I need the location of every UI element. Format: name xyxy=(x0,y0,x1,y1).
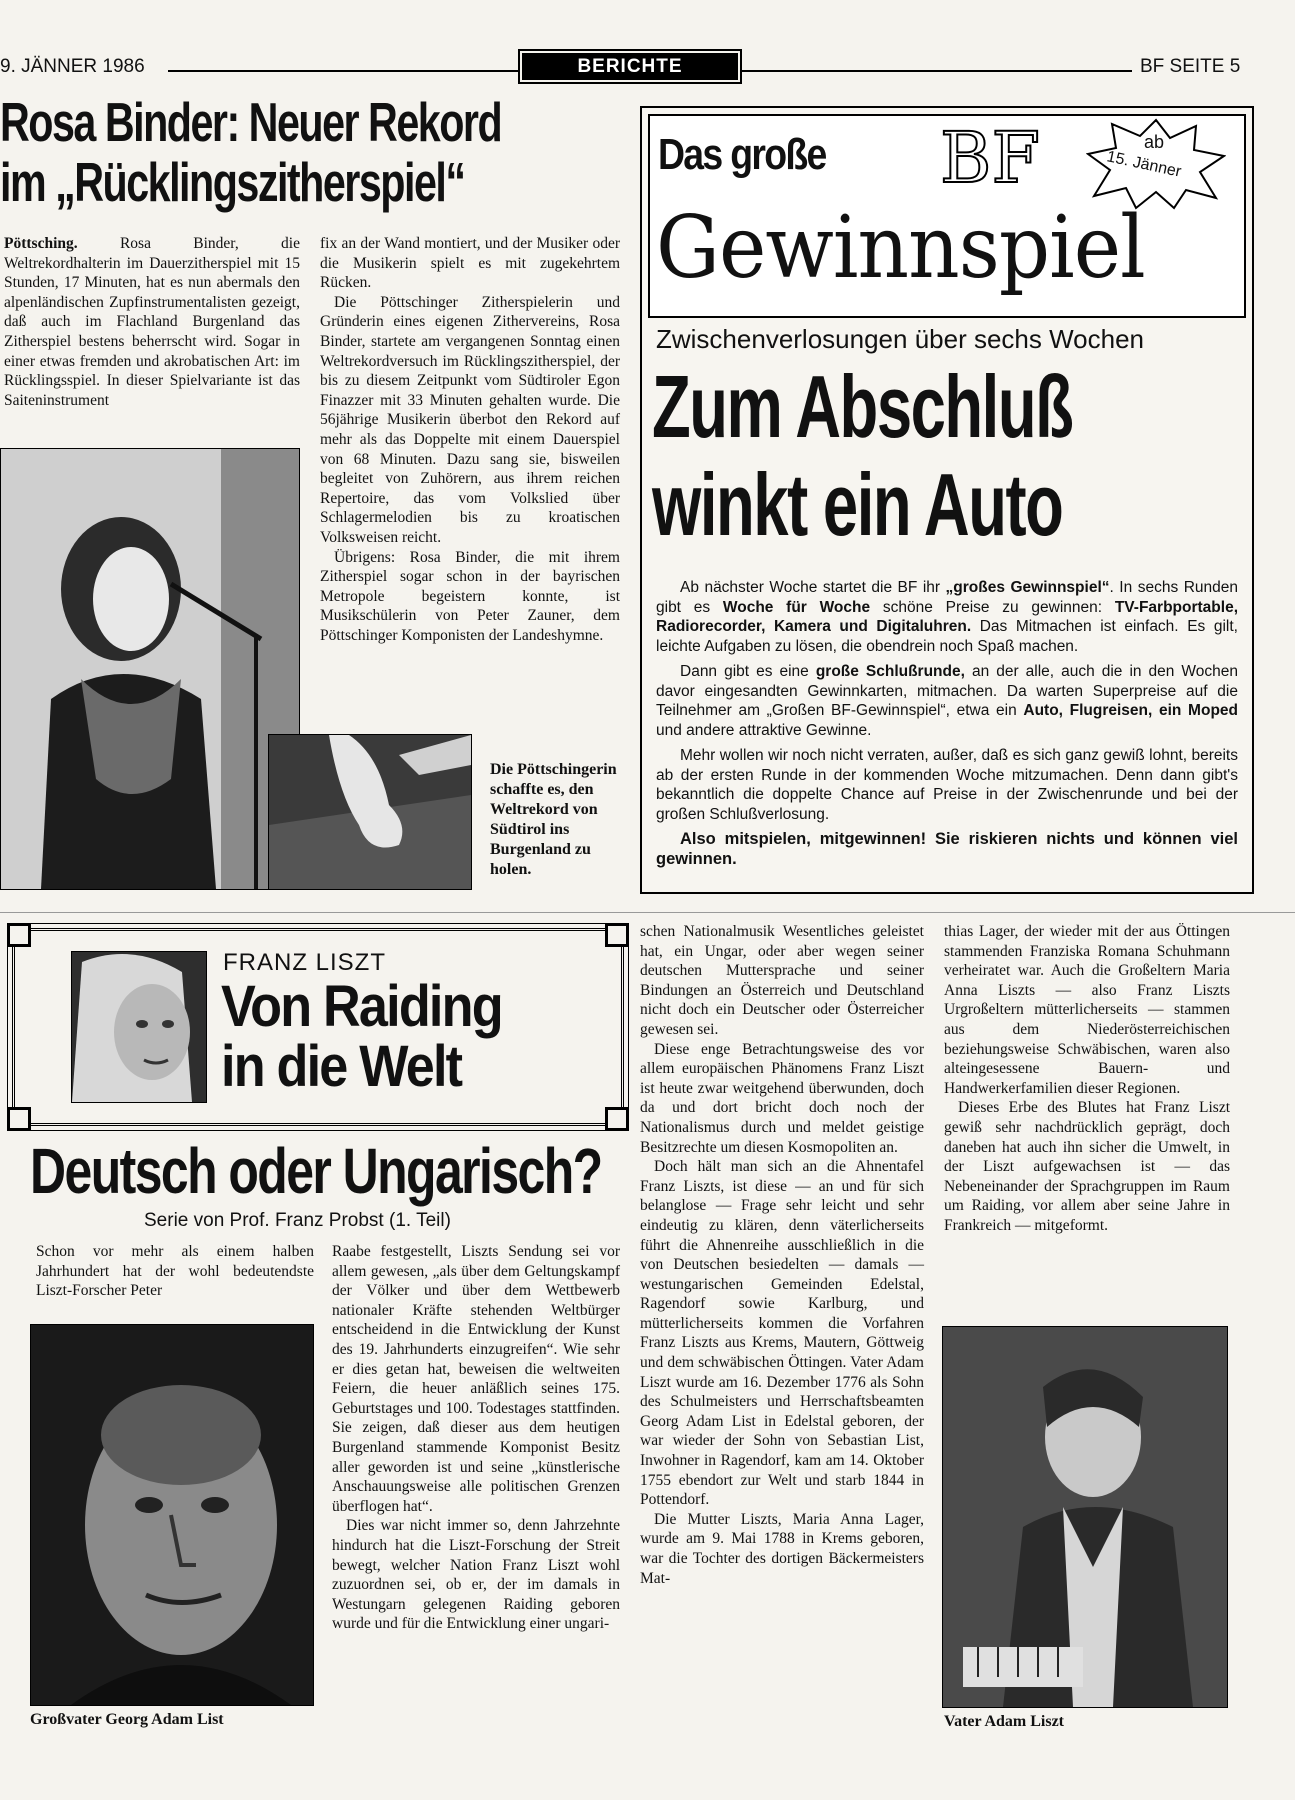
liszt-c3-p2: Diese enge Betrachtungsweise des vor allem europäischen Phänomens Franz Liszt ist heute zwar weitgehend überwunden, doch da und dort bricht doch noch der Nationalismus durch und meldet geistige Besitzrechte um diesen Kosmopoliten an. xyxy=(640,1040,924,1156)
liszt-column-4 xyxy=(944,922,1230,1236)
binder-headline-line1: Rosa Binder: Neuer Rekord xyxy=(0,91,502,153)
caption-grossvater: Großvater Georg Adam List xyxy=(30,1711,224,1728)
binder-col1-text: Rosa Binder, die Weltrekordhalterin im Dauerzitherspiel mit 15 Stunden, 17 Minuten, hat es nun abermals den alpenländischen Zupfinstrumentalisten gezeigt, daß auch im Flachland Burgenland das Zitherspiel bestens beherrscht wird. Sogar in einer etwas fremden und akrobatischen Art: im Rücklingsspiel. In dieser Spielvariante ist das Saiteninstrument xyxy=(4,235,300,409)
header-rule-right xyxy=(742,70,1132,72)
header-rule-left xyxy=(168,70,520,72)
gewinnspiel-box xyxy=(640,106,1254,894)
frame-corner-bl-icon xyxy=(7,1107,31,1131)
frame-corner-tl-icon xyxy=(7,923,31,947)
liszt-divider xyxy=(0,912,1295,913)
binder-col2-p3: Übrigens: Rosa Binder, die mit ihrem Zitherspiel sogar schon in der bayrischen Metropole begeistern konnte, ist Musikschülerin von Peter Zauner, dem Pöttschinger Komponisten der Landeshymne. xyxy=(320,548,620,644)
header-date: 9. JÄNNER 1986 xyxy=(0,56,145,77)
gewinnspiel-p3: Mehr wollen wir noch nicht verraten, außer, daß es sich ganz gewiß lohnt, bereits ab der ersten Runde in der kommenden Woche mitzumachen. Denn dann gibt's bekanntlich die doppelte Chance auf Preise in der Zwischenrunde und bei der großen Schlußverlosung. xyxy=(656,747,1238,823)
liszt-c4-p2: Dieses Erbe des Blutes hat Franz Liszt gewiß sehr nachdrücklich geprägt, doch daneben hat auch ihn sicher die Umwelt, in der Liszt aufgewachsen ist — das Nebeneinander der Sprachgruppen im Raum um Raiding, vor allem aber seine Jahre in Frankreich — mitgeformt. xyxy=(944,1099,1230,1234)
header-page: BF SEITE 5 xyxy=(1140,56,1241,77)
caption-vater: Vater Adam Liszt xyxy=(944,1713,1064,1730)
liszt-portrait-small xyxy=(71,951,207,1103)
liszt-c2-p2: Dies war nicht immer so, denn Jahrzehnte hindurch hat die Liszt-Forschung der Streit bewegt, welcher Nation Franz Liszt wohl zuzuordnen sei, ob er, der im damals in Westungarn gelegenen Raiding geboren wurde und für die Entwicklung einer ungari- xyxy=(332,1517,620,1633)
gewinnspiel-p1: Ab nächster Woche startet die BF ihr „großes Gewinnspiel“. In sechs Runden gibt es Woche für Woche schöne Preise zu gewinnen: TV-Farbportable, Radiorecorder, Kamera und Digitaluhren. Das Mitmachen ist einfach. Es gilt, leichte Aufgaben zu lösen, die obendrein noch Spaß machen. xyxy=(656,579,1238,655)
gewinnspiel-headline-line1: Zum Abschluß xyxy=(652,357,1073,456)
binder-column-1 xyxy=(4,234,300,434)
gewinnspiel-body xyxy=(656,578,1238,875)
frame-corner-tr-icon xyxy=(605,923,629,947)
liszt-c3-p3: Doch hält man sich an die Ahnentafel Franz Liszts, ist diese — an und für sich belanglose — Frage sehr leicht und sehr eindeutig zu klären, denn väterlicherseits führt die Ahnenreihe ausschließlich in die von Deutschen besiedelten — damals — westungarischen Gemeinden Edelstal, Ragendorf sowie Karlburg, und mütterlicherseits kommen die Vorfahren Franz Liszts aus Krems, Mautern, Göttweig und dem schwäbischen Öttingen. Vater Adam Liszt wurde am 16. Dezember 1776 als Sohn des Schulmeisters und Herrschaftsbeamten Georg Adam List in Edelstal geboren, der war wieder der Sohn von Sebastian List, Inwohner in Ragendorf, kam am 14. Oktober 1755 ebendort zur Welt und starb 1844 in Pottendorf. xyxy=(640,1158,924,1509)
gewinnspiel-headline xyxy=(652,358,1072,554)
binder-dateline: Pöttsching. xyxy=(4,235,78,252)
gewinnspiel-title-a: Das große xyxy=(658,130,826,179)
liszt-c2-p1: Raabe festgestellt, Liszts Sendung sei vor allem gewesen, „als über dem Geltungskampf der Völker und über dem Wettbewerb nationaler Kräfte stehenden Weltbürger entscheidend in die Entwicklung der Kunst des 19. Jahrhunderts einzugreifen“. Wie sehr er dies getan hat, beweisen die weltweiten Feiern, die heuer anläßlich seines 175. Geburtstages und 100. Todestages stattfinden. Sie zeigen, daß dieser aus dem heutigen Burgenland stammende Komponist Besitz aller geworden ist und seine „künstlerische Anschauungsweise alle politischen Grenzen überflogen hat“. xyxy=(332,1243,620,1515)
binder-headline xyxy=(0,92,501,212)
liszt-c4-p1: thias Lager, der wieder mit der aus Öttingen stammenden Franziska Romana Schuhmann verheiratet war. Auch die Großeltern Maria Anna Liszts — also Franz Liszts Urgroßeltern mütterlicherseits — stammen aus dem Niederösterreichischen beziehungsweise Schwäbischen, waren also alteingesessene Bauern- und Handwerkerfamilien dieser Regionen. xyxy=(944,923,1230,1097)
binder-headline-line2: im „Rücklingszitherspiel“ xyxy=(0,151,465,213)
liszt-title-line1: Von Raiding xyxy=(221,974,502,1039)
gewinnspiel-kicker: Zwischenverlosungen über sechs Wochen xyxy=(656,324,1145,354)
liszt-c1-text: Schon vor mehr als einem halben Jahrhundert hat der wohl bedeutendste Liszt-Forscher Peter xyxy=(36,1243,314,1300)
liszt-title-line2: in die Welt xyxy=(221,1034,462,1099)
liszt-c3-p1: schen Nationalmusik Wesentliches geleistet hat, ein Ungar, oder aber wegen seiner deutschen Muttersprache und seiner Bindungen an Österreich und Deutschland nicht doch ein Deutscher oder Österreicher gewesen sei. xyxy=(640,923,924,1038)
section-label: BERICHTE xyxy=(522,53,738,80)
liszt-title-frame xyxy=(12,928,624,1126)
photo-rosa-binder xyxy=(0,448,300,890)
liszt-column-1 xyxy=(36,1242,314,1301)
gewinnspiel-p2: Dann gibt es eine große Schlußrunde, an der alle, auch die in den Wochen davor eingesandten Gewinnkarten, mitmachen. Da warten Superpreise auf die Teilnehmer am „Großen BF-Gewinnspiel“, etwa ein Auto, Flugreisen, ein Moped und andere attraktive Gewinne. xyxy=(656,663,1238,739)
photo-zither-hand xyxy=(268,734,472,890)
photo-vater-adam-liszt xyxy=(942,1326,1228,1708)
liszt-column-2 xyxy=(332,1242,620,1634)
gewinnspiel-title-bf: BF xyxy=(940,117,1041,199)
photo-grossvater xyxy=(30,1324,314,1706)
liszt-headline: Deutsch oder Ungarisch? xyxy=(30,1135,602,1207)
gewinnspiel-banner xyxy=(648,114,1246,318)
liszt-kicker: FRANZ LISZT xyxy=(223,949,387,976)
binder-column-2 xyxy=(320,234,620,645)
gewinnspiel-badge xyxy=(1086,118,1226,210)
badge-line1: ab xyxy=(1144,132,1165,152)
liszt-column-3 xyxy=(640,922,924,1588)
liszt-c3-p4: Die Mutter Liszts, Maria Anna Lager, wurde am 9. Mai 1788 in Krems geboren, war die Tochter des dortigen Bäckermeisters Mat- xyxy=(640,1510,924,1587)
badge-line2: 15. Jänner xyxy=(1105,148,1183,181)
binder-col2-p2: Die Pöttschinger Zitherspielerin und Gründerin eines eigenen Zithervereins, Rosa Binder, startete am vergangenen Sonntag einen Weltrekordversuch im Rücklingszitherspiel, der bis zu diesem Zeitpunkt vom Südtiroler Egon Finazzer mit 33 Minuten gehalten wurde. Die 56jährige Musikerin überbot den Rekord auf mehr als das Doppelte mit einem Dauerspiel von 68 Minuten. Dazu sang sie, bisweilen begleitet von Zuhörern, aus ihrem reichen Repertoire, das vom Volkslied über Schlagermelodien bis zu kroatischen Volksweisen reicht. xyxy=(320,293,620,546)
liszt-series-title xyxy=(221,974,502,1099)
binder-photo-caption: Die Pöttschingerin schaffte es, den Weltrekord von Südtirol ins Burgenland zu holen. xyxy=(490,761,617,878)
gewinnspiel-headline-line2: winkt ein Auto xyxy=(652,455,1063,554)
binder-col2-p1: fix an der Wand montiert, und der Musiker oder die Musikerin spielt es mit zugekehrtem Rücken. xyxy=(320,235,620,292)
gewinnspiel-p4: Also mitspielen, mitgewinnen! Sie riskieren nichts und können viel gewinnen. xyxy=(656,830,1238,868)
gewinnspiel-title-b: Gewinnspiel xyxy=(656,198,1145,298)
liszt-byline: Serie von Prof. Franz Probst (1. Teil) xyxy=(144,1210,451,1231)
frame-corner-br-icon xyxy=(605,1107,629,1131)
